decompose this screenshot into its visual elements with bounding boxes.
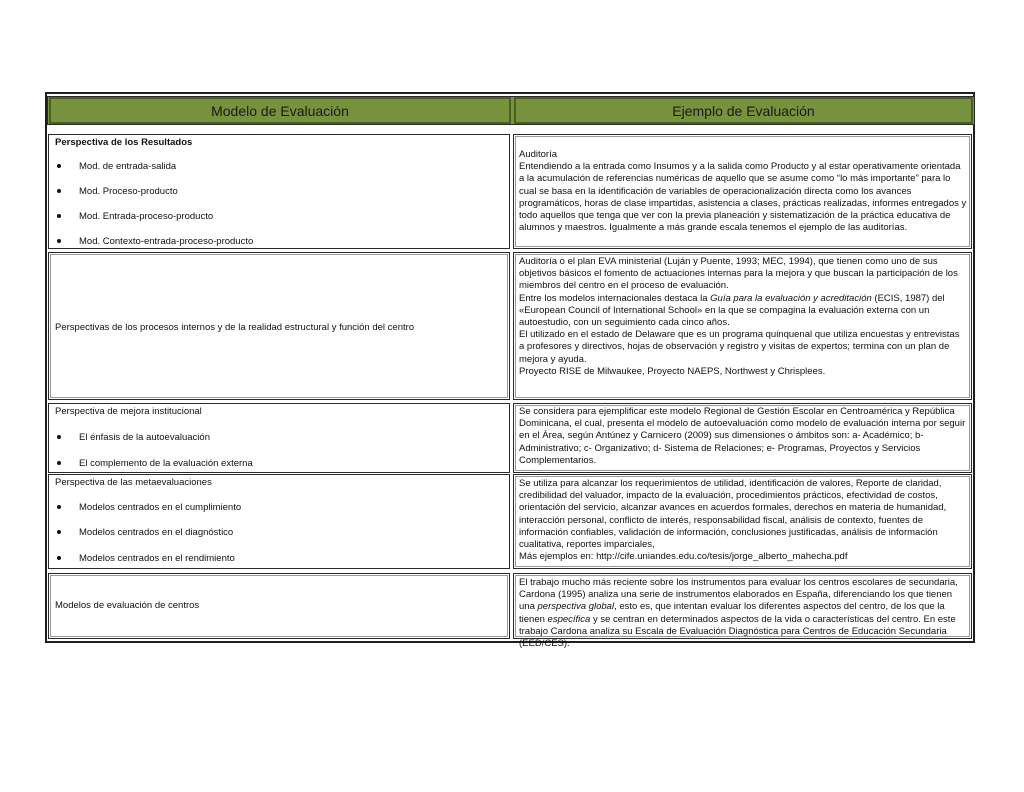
example-cell [513, 134, 972, 249]
list-item: El complemento de la evaluación externa [55, 458, 253, 470]
bullet-icon [57, 239, 61, 243]
model-title: Perspectiva de mejora institucional [55, 406, 202, 417]
example-text: Auditoría o el plan EVA ministerial (Luján y Puente, 1993; MEC, 1994), que tienen como uno de sus objetivos básicos el fomento de actuaciones internas para la mejora y que buscan la participación de los miembros del centro en el proceso de evaluación. Entre los modelos internacionales destaca la Guía para la evaluación y acreditación (ECIS, 1987) del «European Council of International School» en la que se compagina la evaluación externa con un autoestudio, con un seguimiento cada cinco años. El utilizado en el estado de Delaware que es un programa quinquenal que utiliza encuestas y entrevistas a profesores y directivos, hojas de observación y registro y visitas de expertos; termina con un plan de mejora y ayuda. Proyecto RISE de Milwaukee, Proyecto NAEPS, Northwest y Chrisplees. [519, 256, 960, 377]
example-cell [513, 252, 972, 400]
evaluation-table [45, 92, 975, 650]
table-row [47, 474, 973, 569]
example-cell [513, 573, 972, 650]
list-item: Mod. de entrada-salida [55, 161, 176, 173]
list-item: Modelos centrados en el cumplimiento [55, 502, 241, 514]
example-cell [513, 474, 972, 569]
example-cell [513, 403, 972, 473]
bullet-icon [57, 214, 61, 218]
example-text: Se utiliza para alcanzar los requerimientos de utilidad, identificación de valores, Reporte de claridad, credibilidad del valuador, impacto de la evaluación, procedimientos prácticos, efectividad de costos, orientación del servicio, alcanzar avances en acuerdos formales, derechos en materia de humanidad, interacción personal, conflicto de interés, responsabilidad fiscal, análisis de contexto, fuentes de información confiables, validación de información, conclusiones justificadas, análisis de información cualitativa, reportes imparciales, Más ejemplos en: http://cife.uniandes.edu.co/tesis/jorge_alberto_mahecha.pdf [519, 478, 967, 563]
header-cell-example [514, 97, 973, 124]
header-cell-model [49, 97, 511, 124]
model-cell [48, 474, 510, 569]
table-header-row [47, 96, 975, 125]
bullet-icon [57, 530, 61, 534]
list-item: Modelos centrados en el diagnóstico [55, 527, 233, 539]
example-text: Auditoría Entendiendo a la entrada como Insumos y a la salida como Producto y al estar operativamente orientada a la acumulación de referencias numéricas de aquello que se asume como “lo más importante” para lo cual se basa en la identificación de variables de operacionalización directa como los avances programáticos, horas de clase impartidas, asistencia a clases, prácticas realizadas, informes entregados y todo aquellos que tenga que ver con la previa planeación y sistematización de la práctica educativa de alumnos y maestros. Igualmente a más grande escala tenemos el ejemplo de las auditorías. [519, 149, 967, 234]
table-row [47, 134, 973, 249]
model-cell [48, 573, 510, 639]
example-text: El trabajo mucho más reciente sobre los instrumentos para evaluar los centros escolares de secundaria, Cardona (1995) analiza una serie de instrumentos elaborados en España, diferenciando los que tienen una perspectiva global, esto es, que intentan evaluar los diferentes aspectos del centro, de los que la tienen específica y se centran en determinados aspectos de la vida o características del centro. En este trabajo Cardona analiza su Escala de Evaluación Diagnóstica para Centros de Educación Secundaria (EED/CES). [519, 577, 958, 650]
list-item: El énfasis de la autoevaluación [55, 432, 210, 444]
bullet-icon [57, 435, 61, 439]
model-cell [48, 134, 510, 249]
model-title: Perspectiva de los Resultados [55, 137, 193, 148]
bullet-icon [57, 556, 61, 560]
list-item: Mod. Entrada-proceso-producto [55, 211, 213, 223]
header-model-title: Modelo de Evaluación [211, 102, 349, 119]
model-title: Perspectiva de las metaevaluaciones [55, 477, 212, 488]
model-title: Modelos de evaluación de centros [55, 600, 200, 611]
table-row [47, 252, 973, 400]
model-title: Perspectivas de los procesos internos y de la realidad estructural y función del centro [55, 322, 415, 333]
header-example-title: Ejemplo de Evaluación [672, 102, 815, 119]
list-item: Mod. Proceso-producto [55, 186, 178, 198]
example-link[interactable]: Más ejemplos en: http://cife.uniandes.edu.co/tesis/jorge_alberto_mahecha.pdf [519, 551, 848, 563]
list-item: Mod. Contexto-entrada-proceso-producto [55, 236, 253, 248]
bullet-icon [57, 164, 61, 168]
model-cell [48, 252, 510, 400]
list-item: Modelos centrados en el rendimiento [55, 553, 235, 565]
example-text: Se considera para ejemplificar este modelo Regional de Gestión Escolar en Centroamérica y República Dominicana, el cual, presenta el modelo de autoevaluación como modelo de evaluación interna por seguir en el Área, según Antúnez y Carnicero (2009) sus dimensiones o ámbitos son: a- Académico; b- Administrativo; c- Organizativo; d- Sistema de Relaciones; e- Programas, Proyectos y Servicios Complementarios. [519, 406, 966, 466]
bullet-icon [57, 189, 61, 193]
table-row [47, 403, 973, 473]
model-cell [48, 403, 510, 473]
table-row [47, 573, 973, 650]
bullet-icon [57, 505, 61, 509]
bullet-icon [57, 461, 61, 465]
